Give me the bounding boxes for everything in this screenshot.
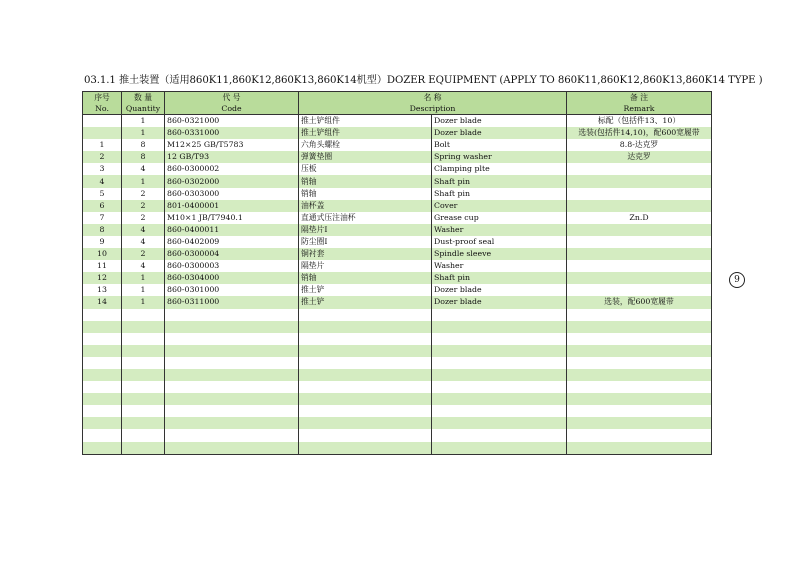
cell-no <box>83 127 122 139</box>
cell-qty: 8 <box>122 151 165 163</box>
empty-row <box>83 309 712 321</box>
empty-row <box>83 417 712 429</box>
cell-remark: 达克罗 <box>567 151 712 163</box>
cell-code: 860-0304000 <box>165 272 299 284</box>
cell-code <box>165 333 299 345</box>
cell-qty: 1 <box>122 272 165 284</box>
header-desc-cn: 名 称 <box>299 92 567 104</box>
cell-desc-cn: 推土铲组件 <box>299 115 432 128</box>
cell-no: 10 <box>83 248 122 260</box>
cell-no <box>83 309 122 321</box>
cell-no <box>83 333 122 345</box>
cell-remark <box>567 284 712 296</box>
cell-desc-en <box>432 333 567 345</box>
cell-qty: 4 <box>122 163 165 175</box>
table-row <box>83 139 712 151</box>
cell-qty <box>122 345 165 357</box>
cell-no <box>83 357 122 369</box>
cell-no: 13 <box>83 284 122 296</box>
cell-desc-en: Dozer blade <box>432 284 567 296</box>
empty-row <box>83 405 712 417</box>
header-row-en <box>83 103 712 115</box>
cell-remark <box>567 272 712 284</box>
cell-desc-cn <box>299 321 432 333</box>
cell-qty: 1 <box>122 127 165 139</box>
empty-row <box>83 442 712 455</box>
cell-desc-en: Dozer blade <box>432 127 567 139</box>
cell-desc-en: Cover <box>432 200 567 212</box>
cell-code <box>165 393 299 405</box>
cell-code: 12 GB/T93 <box>165 151 299 163</box>
cell-remark <box>567 248 712 260</box>
cell-qty: 8 <box>122 139 165 151</box>
header-qty-cn: 数 量 <box>122 92 165 104</box>
cell-desc-en <box>432 405 567 417</box>
cell-desc-cn <box>299 369 432 381</box>
cell-desc-cn: 销轴 <box>299 272 432 284</box>
cell-desc-cn: 推土铲 <box>299 296 432 308</box>
table-row <box>83 272 712 284</box>
header-no-cn: 序号 <box>83 92 122 104</box>
cell-remark <box>567 429 712 441</box>
cell-qty <box>122 393 165 405</box>
cell-desc-en: Shaft pin <box>432 272 567 284</box>
cell-desc-cn: 销轴 <box>299 188 432 200</box>
cell-desc-cn: 销轴 <box>299 175 432 187</box>
cell-no <box>83 345 122 357</box>
table-row <box>83 212 712 224</box>
cell-desc-cn: 压板 <box>299 163 432 175</box>
cell-desc-en: Washer <box>432 260 567 272</box>
cell-no <box>83 442 122 455</box>
cell-no: 9 <box>83 236 122 248</box>
table-row <box>83 151 712 163</box>
cell-remark <box>567 381 712 393</box>
empty-row <box>83 357 712 369</box>
cell-code <box>165 369 299 381</box>
cell-qty: 4 <box>122 236 165 248</box>
cell-desc-en: Dozer blade <box>432 296 567 308</box>
cell-qty <box>122 442 165 455</box>
page-title: 03.1.1 推土装置（适用860K11,860K12,860K13,860K14机型）DOZER EQUIPMENT (APPLY TO 860K11,860K12,860K13,860K14 TYPE ) <box>84 75 763 86</box>
cell-no <box>83 321 122 333</box>
cell-desc-cn: 油杯盖 <box>299 200 432 212</box>
table-row <box>83 260 712 272</box>
cell-desc-en: Washer <box>432 224 567 236</box>
cell-code: 860-0301000 <box>165 284 299 296</box>
page-number-badge: 9 <box>729 272 745 288</box>
cell-desc-cn: 隔垫片 <box>299 260 432 272</box>
cell-desc-en: Shaft pin <box>432 188 567 200</box>
cell-remark <box>567 405 712 417</box>
cell-code: 860-0311000 <box>165 296 299 308</box>
cell-remark: 标配（包括件13、10） <box>567 115 712 128</box>
cell-remark <box>567 393 712 405</box>
cell-no: 2 <box>83 151 122 163</box>
cell-qty: 4 <box>122 224 165 236</box>
cell-no: 8 <box>83 224 122 236</box>
cell-no: 5 <box>83 188 122 200</box>
cell-qty <box>122 405 165 417</box>
table-row <box>83 200 712 212</box>
cell-desc-en: Spindle sleeve <box>432 248 567 260</box>
cell-desc-cn: 六角头螺栓 <box>299 139 432 151</box>
parts-table-body <box>83 115 712 455</box>
cell-desc-en: Shaft pin <box>432 175 567 187</box>
cell-remark <box>567 333 712 345</box>
cell-desc-en: Clamping plte <box>432 163 567 175</box>
cell-desc-cn <box>299 393 432 405</box>
cell-qty: 2 <box>122 188 165 200</box>
cell-no: 1 <box>83 139 122 151</box>
cell-desc-en: Spring washer <box>432 151 567 163</box>
cell-remark: 8.8-达克罗 <box>567 139 712 151</box>
cell-desc-en: Dust-proof seal <box>432 236 567 248</box>
header-code-cn: 代 号 <box>165 92 299 104</box>
cell-code: 860-0302000 <box>165 175 299 187</box>
cell-desc-en <box>432 393 567 405</box>
cell-desc-cn: 隔垫片I <box>299 224 432 236</box>
cell-desc-en <box>432 357 567 369</box>
cell-code <box>165 345 299 357</box>
cell-no <box>83 405 122 417</box>
cell-remark <box>567 309 712 321</box>
cell-desc-cn: 推土铲 <box>299 284 432 296</box>
cell-desc-cn <box>299 442 432 455</box>
cell-code <box>165 442 299 455</box>
cell-desc-en <box>432 442 567 455</box>
cell-remark <box>567 175 712 187</box>
cell-remark <box>567 163 712 175</box>
cell-qty: 1 <box>122 175 165 187</box>
cell-code: 860-0402009 <box>165 236 299 248</box>
header-no-en: No. <box>83 103 122 115</box>
cell-desc-cn <box>299 357 432 369</box>
table-row <box>83 236 712 248</box>
table-row <box>83 248 712 260</box>
empty-row <box>83 381 712 393</box>
table-row <box>83 188 712 200</box>
header-code-en: Code <box>165 103 299 115</box>
cell-desc-en <box>432 309 567 321</box>
cell-desc-en <box>432 417 567 429</box>
cell-code: 860-0321000 <box>165 115 299 128</box>
parts-table <box>82 91 712 455</box>
cell-code: 860-0303000 <box>165 188 299 200</box>
cell-no: 14 <box>83 296 122 308</box>
cell-desc-en: Dozer blade <box>432 115 567 128</box>
cell-qty <box>122 369 165 381</box>
table-row <box>83 296 712 308</box>
header-qty-en: Quantity <box>122 103 165 115</box>
cell-qty <box>122 309 165 321</box>
empty-row <box>83 345 712 357</box>
cell-desc-en <box>432 381 567 393</box>
cell-desc-en <box>432 345 567 357</box>
cell-desc-cn <box>299 405 432 417</box>
cell-no: 12 <box>83 272 122 284</box>
cell-qty <box>122 381 165 393</box>
cell-no: 11 <box>83 260 122 272</box>
empty-row <box>83 393 712 405</box>
cell-remark <box>567 188 712 200</box>
cell-remark <box>567 260 712 272</box>
cell-code: 860-0300003 <box>165 260 299 272</box>
cell-remark <box>567 369 712 381</box>
empty-row <box>83 333 712 345</box>
cell-desc-cn: 铜衬套 <box>299 248 432 260</box>
cell-desc-cn <box>299 345 432 357</box>
cell-qty: 2 <box>122 248 165 260</box>
cell-remark <box>567 321 712 333</box>
cell-desc-cn <box>299 429 432 441</box>
cell-code <box>165 309 299 321</box>
cell-no: 6 <box>83 200 122 212</box>
cell-no: 4 <box>83 175 122 187</box>
cell-remark <box>567 200 712 212</box>
empty-row <box>83 321 712 333</box>
cell-no <box>83 381 122 393</box>
cell-desc-cn: 推土铲组件 <box>299 127 432 139</box>
cell-qty: 1 <box>122 296 165 308</box>
cell-qty <box>122 333 165 345</box>
cell-no <box>83 369 122 381</box>
cell-remark: 选装，配600宽履带 <box>567 296 712 308</box>
header-remark-en: Remark <box>567 103 712 115</box>
cell-code: 860-0300004 <box>165 248 299 260</box>
empty-row <box>83 429 712 441</box>
table-row <box>83 284 712 296</box>
cell-qty: 1 <box>122 284 165 296</box>
cell-qty <box>122 417 165 429</box>
cell-desc-en: Grease cup <box>432 212 567 224</box>
cell-code: 860-0331000 <box>165 127 299 139</box>
cell-code <box>165 357 299 369</box>
header-row-cn <box>83 92 712 104</box>
cell-desc-cn <box>299 381 432 393</box>
cell-remark <box>567 442 712 455</box>
cell-desc-cn <box>299 309 432 321</box>
cell-no <box>83 429 122 441</box>
empty-row <box>83 369 712 381</box>
cell-code: 801-0400001 <box>165 200 299 212</box>
cell-remark <box>567 417 712 429</box>
cell-qty: 2 <box>122 212 165 224</box>
cell-desc-cn: 防尘圈I <box>299 236 432 248</box>
cell-qty: 4 <box>122 260 165 272</box>
cell-qty <box>122 357 165 369</box>
cell-no <box>83 417 122 429</box>
cell-desc-cn: 直通式压注油杯 <box>299 212 432 224</box>
table-row <box>83 127 712 139</box>
cell-code <box>165 429 299 441</box>
header-remark-cn: 备 注 <box>567 92 712 104</box>
cell-qty <box>122 429 165 441</box>
cell-qty <box>122 321 165 333</box>
cell-qty: 1 <box>122 115 165 128</box>
cell-desc-cn <box>299 333 432 345</box>
cell-code <box>165 321 299 333</box>
cell-code <box>165 405 299 417</box>
cell-remark <box>567 236 712 248</box>
table-row <box>83 163 712 175</box>
cell-no: 7 <box>83 212 122 224</box>
cell-desc-cn: 弹簧垫圈 <box>299 151 432 163</box>
cell-code <box>165 417 299 429</box>
header-desc-en: Description <box>299 103 567 115</box>
table-row <box>83 115 712 128</box>
cell-desc-en <box>432 429 567 441</box>
table-row <box>83 224 712 236</box>
cell-remark <box>567 224 712 236</box>
cell-no <box>83 115 122 128</box>
cell-code: 860-0300002 <box>165 163 299 175</box>
cell-remark <box>567 345 712 357</box>
cell-remark: 选装(包括件14,10)，配600宽履带 <box>567 127 712 139</box>
cell-desc-cn <box>299 417 432 429</box>
table-row <box>83 175 712 187</box>
cell-code: M12×25 GB/T5783 <box>165 139 299 151</box>
cell-desc-en <box>432 369 567 381</box>
cell-remark: Zn.D <box>567 212 712 224</box>
cell-remark <box>567 357 712 369</box>
cell-code: M10×1 JB/T7940.1 <box>165 212 299 224</box>
cell-desc-en <box>432 321 567 333</box>
cell-qty: 2 <box>122 200 165 212</box>
cell-no <box>83 393 122 405</box>
cell-code <box>165 381 299 393</box>
cell-desc-en: Bolt <box>432 139 567 151</box>
cell-code: 860-0400011 <box>165 224 299 236</box>
cell-no: 3 <box>83 163 122 175</box>
